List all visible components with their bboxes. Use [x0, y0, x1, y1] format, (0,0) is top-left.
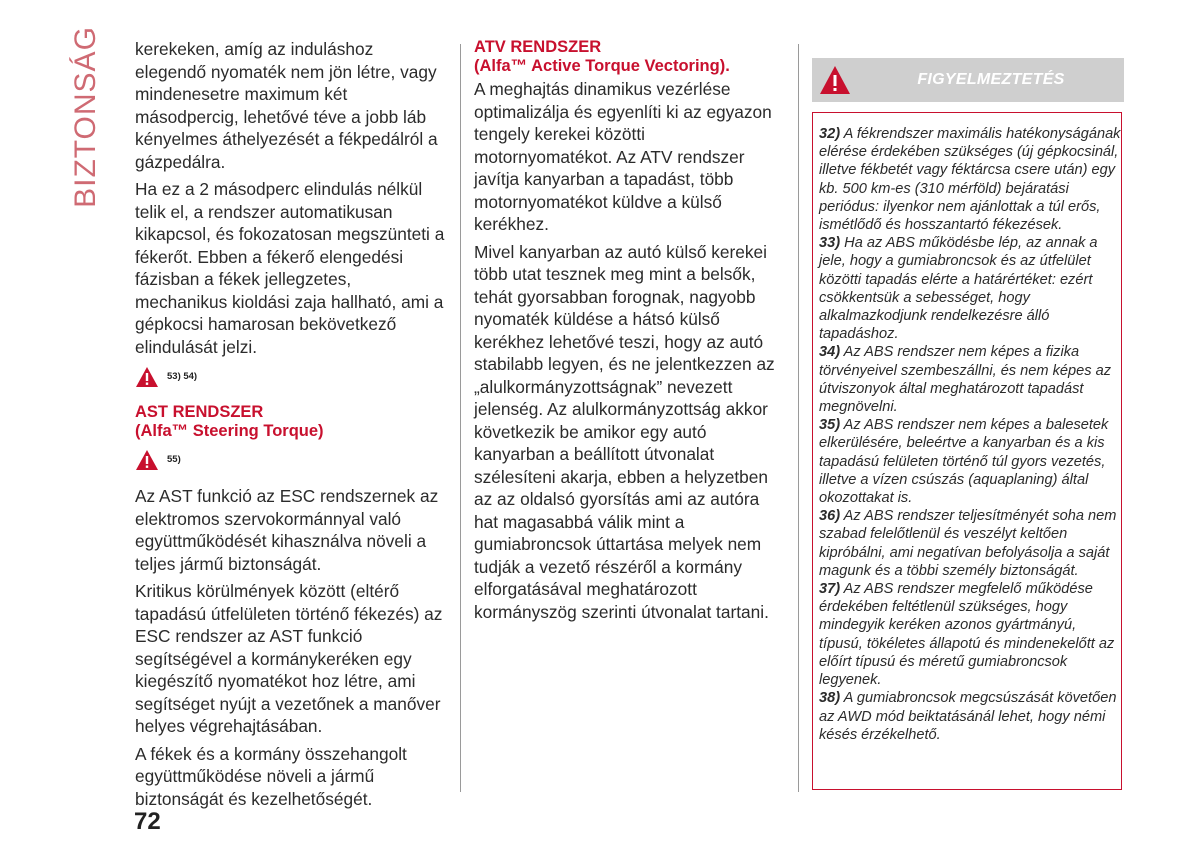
warning-item: [819, 416, 1121, 507]
warning-item-text: Az ABS rendszer megfelelő működése érdekében feltétlenül szükséges, hogy mindegyik keréken azonos gyártmányú, típusú, tökéletes állapotú és mindenekelőtt az előírt típusú és méretű gumiabroncsok legyenek.: [819, 581, 1115, 689]
warning-item: [819, 580, 1121, 689]
section-label-text: BIZTONSÁG: [69, 26, 102, 208]
column-1: [135, 38, 447, 815]
warning-item-number: 35): [819, 417, 841, 434]
paragraph: Ha ez a 2 másodperc elindulás nélkül telik el, a rendszer automatikusan kikapcsol, és fokozatosan megszünteti a fékerőt. Ebben a fékerő elengedési fázisban a fékek jellegzetes, mechanikus kioldási zaja hallható, ami a gépkocsi hamarosan bekövetkező elindulását jelzi.: [135, 179, 445, 357]
warning-item-text: Az ABS rendszer nem képes a balesetek elkerülésére, beleértve a kanyarban és a kis tapadású felületen történő túl gyors vezetés, illetve a vízen csúszás (aquaplaning) által okozottakat is.: [819, 417, 1109, 507]
paragraph: Mivel kanyarban az autó külső kerekei több utat tesznek meg mint a belsők, tehát gyorsabban forognak, nagyobb nyomaték küldése a hátsó külső kerékhez lehetővé teszi, hogy az autó stabilabb legyen, és ne jelentkezzen az „alulkormányzottságnak” nevezett jelenség. Az alulkormányzottság akkor következik be amikor egy autó kanyarban a beállított útvonalat szélesíteni akarja, ebben a helyzetben az az oldalsó gyorsítás ami az autóra hat magasabbá válik mint a gumiabroncsok úttartása melyek nem tudják a vezető részéről a kormány elforgatásával meghatározott kormányszög szerinti útvonalat tartani.: [474, 241, 775, 622]
warning-box: [812, 112, 1122, 790]
paragraph: A meghajtás dinamikus vezérlése optimalizálja és egyenlíti ki az egyazon tengely kerekei közötti motornyomatékot. Az ATV rendszer javítja kanyarban a tapadást, több motornyomatékot küldve a külső kerékhez.: [474, 79, 772, 234]
warning-reference: [135, 449, 447, 472]
ast-heading-line1: AST RENDSZER: [135, 402, 264, 421]
column-divider: [798, 44, 799, 792]
paragraph: A fékek és a kormány összehangolt együttműködése növeli a jármű biztonságát és kezelhetőségét.: [135, 743, 407, 809]
ast-heading-line2: (Alfa™ Steering Torque): [135, 421, 324, 440]
warning-item-text: Ha az ABS működésbe lép, az annak a jele, hogy a gumiabroncsok és az útfelület közötti tapadás elérte a határértéket: ezért csökkentsük a sebességet, hogy alkalmazkodjunk rendelkezésre álló tapadáshoz.: [819, 235, 1098, 343]
warning-reference-numbers: 55): [167, 453, 181, 465]
column-2: [474, 38, 784, 628]
warning-item-number: 32): [819, 126, 841, 142]
paragraph: kerekeken, amíg az induláshoz elegendő nyomaték nem jön létre, vagy mindenesetre maximum két másodpercig, lehetővé téve a jobb láb kényelmes áthelyezését a fékpedálról a gázpedálra.: [135, 39, 438, 172]
warning-triangle-icon: [818, 64, 852, 96]
warning-item-number: 34): [819, 344, 841, 361]
warning-item-text: Az ABS rendszer teljesítményét soha nem szabad felelőtlenül és veszélyt keltően kipróbálni, ami negatívan befolyásolja a saját magunk és a többi személy biztonságát.: [819, 508, 1117, 579]
atv-heading-line2: (Alfa™ Active Torque Vectoring).: [474, 57, 730, 75]
warning-reference-numbers: 53) 54): [167, 371, 198, 382]
warning-item-number: 38): [819, 690, 841, 707]
warning-icon-box: [812, 58, 858, 102]
warning-triangle-icon: [135, 366, 159, 388]
warning-item: [819, 507, 1121, 580]
warning-item: [819, 343, 1121, 416]
warning-item: [819, 125, 1121, 234]
warning-title: FIGYELMEZTETÉS: [917, 71, 1065, 88]
warning-item-text: Az ABS rendszer nem képes a fizika törvényeivel szembeszállni, és nem képes az útviszonyok által meghatározott tapadást megnövelni.: [819, 344, 1112, 416]
warning-reference: [135, 366, 447, 389]
atv-heading-line1: ATV RENDSZER: [474, 38, 602, 56]
atv-heading: [474, 38, 784, 76]
warning-item-number: 33): [819, 235, 841, 252]
warning-item: [819, 689, 1121, 744]
warning-header: [812, 58, 1124, 102]
paragraph: Kritikus körülmények között (eltérő tapadású útfelületen történő fékezés) az ESC rendszer az AST funkció segítségével a kormánykeréken egy kiegészítő nyomatékot hoz létre, ami segítséget nyújt a vezetőnek a manőver helyes végrehajtásában.: [135, 581, 443, 736]
page-number: 72: [134, 808, 161, 835]
warning-item-text: A gumiabroncsok megcsúszását követően az AWD mód beiktatásánál lehet, hogy némi késés érzékelhető.: [819, 690, 1117, 743]
column-divider: [460, 44, 461, 792]
section-label: [66, 26, 106, 208]
warning-triangle-icon: [135, 449, 159, 471]
paragraph: Az AST funkció az ESC rendszernek az elektromos szervokormánnyal való együttműködését kihasználva növeli a teljes jármű biztonságát.: [135, 486, 439, 574]
warning-item-number: 37): [819, 581, 841, 598]
ast-heading: [135, 403, 447, 441]
warning-item: [819, 234, 1121, 343]
warning-item-text: A fékrendszer maximális hatékonyságának elérése érdekében szükséges (új gépkocsinál, illetve fékbetét vagy féktárcsa csere után) egy kb. 500 km-es (310 mérföld) bejáratási periódus: ilyenkor nem ajánlottak a túl erős, ismétlődő és hosszantartó fékezések.: [819, 126, 1121, 234]
warning-item-number: 36): [819, 508, 841, 525]
